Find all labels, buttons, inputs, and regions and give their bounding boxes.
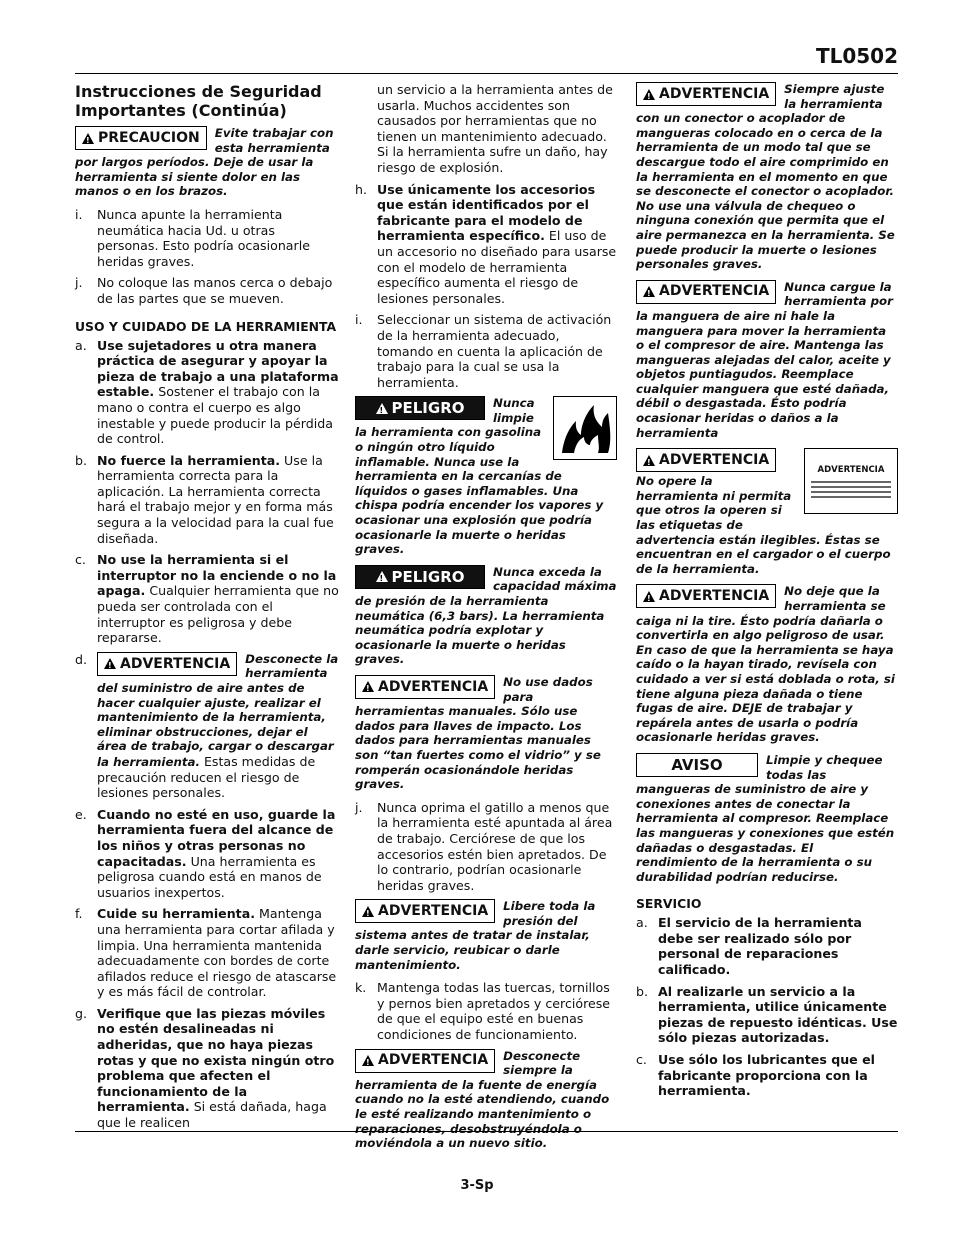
badge-label: ADVERTENCIA bbox=[120, 655, 231, 672]
item-text: No coloque las manos cerca o debajo de las partes que se mueven. bbox=[97, 275, 333, 306]
badge-label: AVISO bbox=[671, 755, 723, 774]
peligro-badge bbox=[355, 396, 485, 420]
item-text: Seleccionar un sistema de activación de la herramienta adecuado, tomando en cuenta la aplicación de trabajo para la cual se usa la herramienta. bbox=[377, 312, 612, 390]
item-bold-text: Cuando no esté en uso, guarde la herramienta fuera del alcance de los niños y otras personas no capacitadas. bbox=[97, 806, 336, 869]
advertencia-badge bbox=[355, 899, 495, 923]
list-item-i bbox=[355, 312, 617, 390]
peligro-notice-2 bbox=[355, 565, 617, 667]
item-text: Una herramienta es peligrosa cuando está en manos de usuarios inexpertos. bbox=[97, 853, 322, 900]
item-text: Mantenga una herramienta para cortar afilada y limpia. Una herramienta mantenida adecuadamente con bordes de corte afilados reduce el riesgo de atascarse y es más fácil de controlar. bbox=[97, 906, 337, 1000]
warning-text: Desconecte la herramienta del suministro de aire antes de hacer cualquier ajuste, realizar el mantenimiento de la herramienta, eliminar obstrucciones, dejar el área de trabajo, cargar o descargar la herramienta. bbox=[97, 651, 339, 769]
item-bold-text: Al realizarle un servicio a la herramienta, utilice únicamente piezas de repuesto idénticas. Use sólo piezas autorizadas. bbox=[658, 983, 898, 1046]
advertencia-text: Desconecte siempre la herramienta de la fuente de energía cuando no la esté atendiendo, cuando le esté realizando mantenimiento o reparaciones, desobstruyéndola o moviéndola a un nuevo sitio. bbox=[355, 1048, 610, 1151]
model-number: TL0502 bbox=[815, 44, 898, 68]
item-letter: a. bbox=[75, 337, 87, 353]
warning-triangle-icon bbox=[104, 658, 116, 669]
warning-triangle-icon bbox=[82, 133, 94, 144]
item-letter: d. bbox=[75, 651, 87, 667]
badge-label: PELIGRO bbox=[391, 398, 465, 417]
list-item-d bbox=[75, 652, 340, 801]
badge-label: ADVERTENCIA bbox=[659, 283, 770, 300]
advertencia-badge bbox=[97, 652, 237, 676]
item-letter: j. bbox=[355, 799, 363, 815]
advertencia-text: No deje que la herramienta se caiga ni la tire. Ésto podría dañarla o convertirla en algo peligroso de usar. En caso de que la herramienta se haya caído o la hayan tirado, revísela con cuidado a ver si está doblada o rota, si tiene alguna pieza dañada o tiene fugas de aire. DEJE de trabajar y repárela antes de usarla o podría ocasionarle heridas graves. bbox=[636, 584, 895, 745]
item-letter: a. bbox=[636, 915, 648, 931]
precaucion-notice bbox=[75, 126, 340, 199]
item-letter: h. bbox=[355, 181, 367, 197]
peligro-text: Nunca limpie la herramienta con gasolina o ningún otro líquido inflamable. Nunca use la herramienta en la cercanías de líquidos o gases inflamables. Una chispa podría encender los vapores y ocasionar una explosión que podría ocasionarle la muerte o heridas graves. bbox=[355, 396, 604, 557]
item-letter: e. bbox=[75, 806, 87, 822]
advertencia-notice-2 bbox=[636, 280, 898, 441]
item-letter: i. bbox=[355, 312, 363, 328]
warning-triangle-icon bbox=[362, 906, 374, 917]
badge-label: PRECAUCION bbox=[98, 129, 200, 146]
advertencia-text: No opere la herramienta ni permita que otros la operen si las etiquetas de advertencia están ilegibles. Éstas se encuentran en el cargador o el cuerpo de la herramienta. bbox=[636, 474, 891, 576]
warning-triangle-icon bbox=[643, 286, 655, 297]
advertencia-badge bbox=[636, 448, 776, 472]
advertencia-notice-3 bbox=[636, 448, 898, 576]
advertencia-badge bbox=[636, 82, 776, 106]
advertencia-text: No use dados para herramientas manuales. Sólo use dados para llaves de impacto. Los dados para herramientas manuales son “tan fuertes como el vidrio” y se romperán ocasionándole heridas graves. bbox=[355, 674, 601, 792]
advertencia-badge bbox=[355, 675, 495, 699]
servicio-heading: SERVICIO bbox=[636, 896, 702, 912]
bottom-rule bbox=[75, 1131, 898, 1132]
list-item-a bbox=[636, 915, 898, 977]
list-item-c bbox=[75, 552, 340, 646]
peligro-text: Nunca exceda la capacidad máxima de presión de la herramienta neumática (6,3 bars). La herramienta neumática podría explotar y ocasionarle la muerte o heridas graves. bbox=[355, 564, 617, 667]
list-item-a bbox=[75, 338, 340, 447]
item-letter: f. bbox=[75, 906, 83, 922]
advertencia-text: Siempre ajuste la herramienta con un conector o acoplador de mangueras colocado en o cerca de la herramienta de un modo tal que se descargue todo el aire comprimido en la herramienta en el momento en que se desconecte el conector o acoplador. No use una válvula de chequeo o ninguna conexión que permita que el aire permanezca en la herramienta. Se puede producir la muerte o lesiones personales graves. bbox=[636, 82, 895, 272]
item-bold-text: Cuide su herramienta. bbox=[97, 906, 255, 922]
list-item-j bbox=[355, 800, 617, 894]
badge-label: ADVERTENCIA bbox=[659, 451, 770, 468]
list-item-c bbox=[636, 1052, 898, 1099]
list-item-h bbox=[355, 182, 617, 307]
column-1 bbox=[75, 82, 340, 1137]
precaucion-text: Evite trabajar con esta herramienta por largos períodos. Deje de usar la herramienta si siente dolor en las manos o en los brazos. bbox=[75, 126, 334, 199]
item-text: Mantenga todas las tuercas, tornillos y pernos bien apretados y cerciórese de que el equipo esté en buenas condiciones de funcionamiento. bbox=[377, 980, 611, 1043]
item-letter: k. bbox=[355, 980, 367, 996]
advertencia-notice-1 bbox=[636, 82, 898, 272]
warning-label-image bbox=[804, 448, 898, 514]
uso-heading: USO Y CUIDADO DE LA HERRAMIENTA bbox=[75, 318, 337, 334]
advertencia-text: Nunca cargue la herramienta por la manguera de aire ni hale la manguera para mover la herramienta o el compresor de aire. Mantenga las mangueras alejadas del calor, aceite y objetos puntiagudos. Reemplace cualquier manguera que esté dañada, débil o desgastada. Ésto podría ocasionar heridas o daños a la herramienta bbox=[636, 279, 893, 440]
peligro-badge bbox=[355, 565, 485, 589]
item-letter: b. bbox=[636, 983, 648, 999]
warning-triangle-icon bbox=[362, 1055, 374, 1066]
badge-label: ADVERTENCIA bbox=[378, 902, 489, 919]
warning-triangle-icon bbox=[643, 455, 655, 466]
list-item-i bbox=[75, 207, 340, 269]
warning-label-heading: ADVERTENCIA bbox=[817, 465, 885, 476]
warning-triangle-icon bbox=[362, 681, 374, 692]
advertencia-notice-4 bbox=[636, 584, 898, 745]
item-bold-text: No use la herramienta si el interruptor no la enciende o no la apaga. bbox=[97, 552, 337, 599]
item-letter: c. bbox=[75, 552, 86, 568]
aviso-notice bbox=[636, 753, 898, 884]
advertencia-notice-2 bbox=[355, 899, 617, 972]
aviso-text: Limpie y chequee todas las mangueras de suministro de aire y conexiones antes de conectar la herramienta al compresor. Reemplace las mangueras y conexiones que estén dañadas o desgastadas. El rendimiento de la herramienta o su durabilidad podrían reducirse. bbox=[636, 752, 895, 884]
warning-triangle-icon bbox=[376, 403, 388, 414]
warning-triangle-icon bbox=[376, 571, 388, 582]
peligro-notice-1 bbox=[355, 396, 617, 557]
column-2 bbox=[355, 82, 617, 1159]
fire-hazard-icon bbox=[553, 396, 617, 460]
item-bold-text: No fuerce la herramienta. bbox=[97, 452, 281, 468]
item-text: Nunca oprima el gatillo a menos que la herramienta esté apuntada al área de trabajo. Cerciórese de que los accesorios estén bien apretados. De lo contrario, podrían ocasionarle heridas graves. bbox=[377, 799, 613, 893]
list-item-b bbox=[75, 453, 340, 547]
continued-text: un servicio a la herramienta antes de usarla. Muchos accidentes son causados por herramientas que no tienen un mantenimiento adecuado. Si la herramienta sufre un daño, hay riesgo de explosión. bbox=[377, 82, 613, 175]
advertencia-text: Libere toda la presión del sistema antes de tratar de instalar, darle servicio, reubicar o darle mantenimiento. bbox=[355, 899, 596, 972]
item-letter: i. bbox=[75, 206, 83, 222]
list-item-b bbox=[636, 984, 898, 1046]
precaucion-badge bbox=[75, 126, 207, 150]
advertencia-notice-3 bbox=[355, 1049, 617, 1151]
advertencia-badge bbox=[355, 1049, 495, 1073]
list-item-g bbox=[75, 1006, 340, 1131]
item-text: Si está dañada, haga que le realicen bbox=[97, 1099, 327, 1131]
item-bold-text: Use sólo los lubricantes que el fabricante proporciona con la herramienta. bbox=[658, 1052, 875, 1099]
item-letter: g. bbox=[75, 1005, 87, 1021]
item-letter: b. bbox=[75, 452, 87, 468]
item-bold-text: Verifique que las piezas móviles no estén desalineadas ni adheridas, que no haya piezas rotas y que no exista ningún otro problema que afecten el funcionamiento de la herramienta. bbox=[97, 1005, 335, 1115]
badge-label: ADVERTENCIA bbox=[378, 678, 489, 695]
warning-triangle-icon bbox=[643, 591, 655, 602]
aviso-badge bbox=[636, 753, 758, 777]
item-bold-text: Use sujetadores u otra manera práctica de asegurar y apoyar la pieza de trabajo a una plataforma estable. bbox=[97, 337, 339, 400]
warning-triangle-icon bbox=[643, 89, 655, 100]
item-text: Estas medidas de precaución reducen el riesgo de lesiones personales. bbox=[97, 753, 316, 801]
item-text: Use la herramienta correcta para la aplicación. La herramienta correcta hará el trabajo mejor y en forma más segura a la velocidad para la cual fue diseñada. bbox=[97, 452, 334, 546]
item-text: Cualquier herramienta que no pueda ser controlada con el interruptor es peligrosa y debe repararse. bbox=[97, 583, 339, 646]
top-rule bbox=[75, 73, 898, 74]
badge-label: ADVERTENCIA bbox=[378, 1052, 489, 1069]
item-letter: c. bbox=[636, 1052, 647, 1068]
column-3 bbox=[636, 82, 898, 1105]
list-item-k bbox=[355, 980, 617, 1042]
item-text: El uso de un accesorio no diseñado para usarse con el modelo de herramienta específico aumenta el riesgo de lesiones personales. bbox=[377, 228, 617, 306]
item-bold-text: Use únicamente los accesorios que están identificados por el fabricante para el modelo de herramienta específico. bbox=[377, 181, 596, 244]
badge-label: ADVERTENCIA bbox=[659, 588, 770, 605]
badge-label: PELIGRO bbox=[391, 567, 465, 586]
list-item-j bbox=[75, 275, 340, 306]
item-letter: j. bbox=[75, 275, 83, 291]
item-text: Nunca apunte la herramienta neumática hacia Ud. u otras personas. Esto podría ocasionarle heridas graves. bbox=[97, 206, 310, 269]
badge-label: ADVERTENCIA bbox=[659, 85, 770, 102]
page-number: 3-Sp bbox=[460, 1178, 494, 1193]
advertencia-badge bbox=[636, 280, 776, 304]
advertencia-badge bbox=[636, 584, 776, 608]
section-title: Instrucciones de Seguridad Importantes (Continúa) bbox=[75, 82, 322, 120]
advertencia-notice-1 bbox=[355, 675, 617, 792]
item-bold-text: El servicio de la herramienta debe ser realizado sólo por personal de reparaciones calificado. bbox=[658, 915, 862, 978]
list-item-e bbox=[75, 807, 340, 901]
item-text: Sostener el trabajo con la mano o contra el cuerpo es algo inestable y puede producir la pérdida de control. bbox=[97, 384, 333, 447]
list-item-f bbox=[75, 906, 340, 1000]
